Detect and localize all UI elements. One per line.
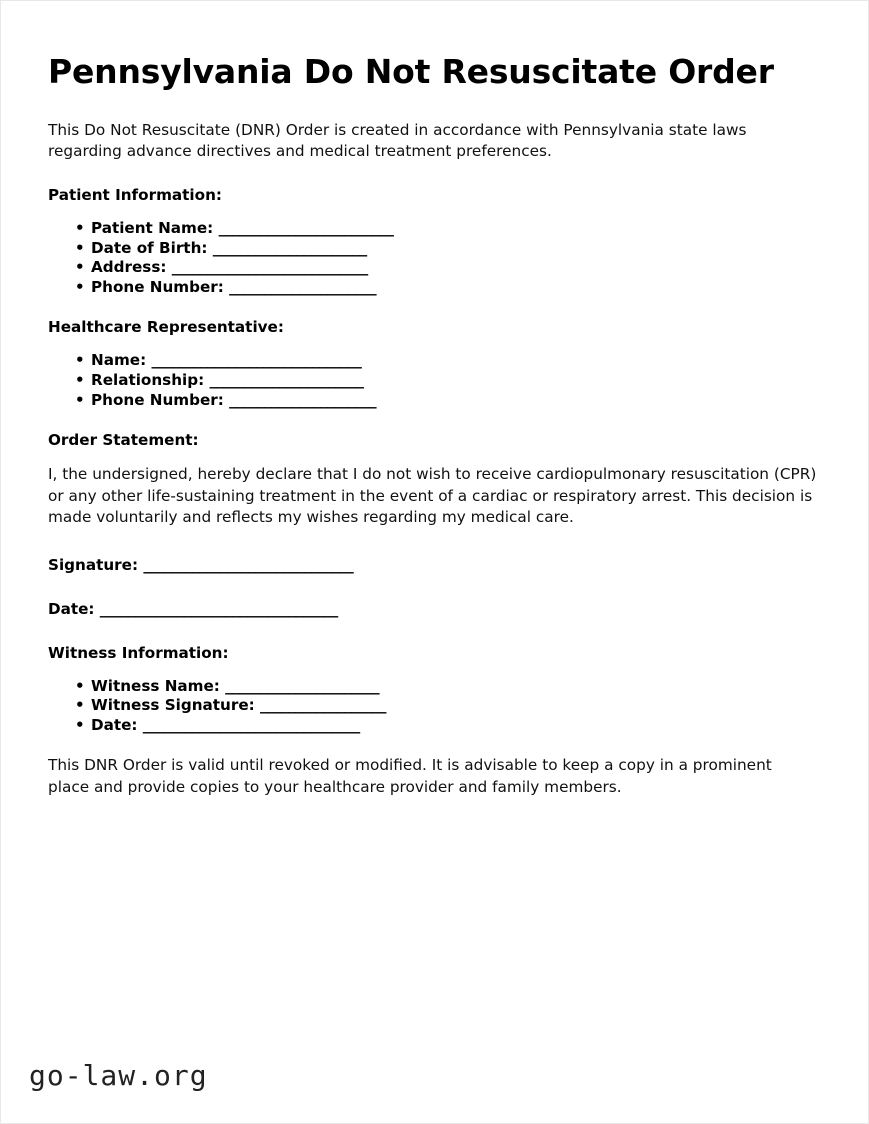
page-title: Pennsylvania Do Not Resuscitate Order	[48, 52, 774, 91]
field-label: Witness Signature:	[91, 696, 255, 715]
date-field	[48, 599, 824, 619]
patient-information-heading: Patient Information:	[48, 185, 222, 204]
list-item	[48, 716, 824, 736]
field-label: Patient Name:	[91, 218, 214, 237]
witness-information-fields	[48, 677, 824, 736]
bullet-icon: •	[75, 258, 85, 277]
bullet-icon: •	[75, 715, 85, 734]
field-label: Address:	[91, 258, 167, 277]
bullet-icon: •	[75, 238, 85, 257]
field-fill-line[interactable]: _____________________	[229, 390, 377, 409]
field-fill-line[interactable]: _________________________	[218, 218, 394, 237]
field-fill-line[interactable]: _______________________________	[142, 715, 360, 734]
field-fill-line[interactable]: ______________________________	[151, 351, 362, 370]
intro-paragraph: This Do Not Resuscitate (DNR) Order is created in accordance with Pennsylvania state laws regarding advance directives and medical treatment preferences.	[48, 120, 747, 161]
bullet-icon: •	[75, 370, 85, 389]
bullet-icon: •	[75, 218, 85, 237]
order-statement-heading: Order Statement:	[48, 431, 199, 450]
list-item	[48, 391, 824, 411]
signature-field	[48, 555, 824, 575]
field-fill-line[interactable]: ______________________	[225, 676, 380, 695]
closing-paragraph: This DNR Order is valid until revoked or modified. It is advisable to keep a copy in a prominent place and provide copies to your healthcare provider and family members.	[48, 756, 772, 796]
bullet-icon: •	[75, 390, 85, 409]
field-fill-line[interactable]: ______________________	[212, 238, 367, 257]
list-item	[48, 278, 824, 298]
list-item	[48, 696, 824, 716]
list-item	[48, 258, 824, 278]
field-fill-line[interactable]: ____________________________	[171, 258, 368, 277]
list-item	[48, 371, 824, 391]
bullet-icon: •	[75, 277, 85, 296]
field-label: Name:	[91, 351, 147, 370]
field-label: Date of Birth:	[91, 238, 208, 257]
list-item	[48, 351, 824, 371]
date-fill-line[interactable]: __________________________________	[99, 599, 338, 618]
bullet-icon: •	[75, 676, 85, 695]
list-item	[48, 239, 824, 259]
patient-information-fields	[48, 219, 824, 297]
signature-label: Signature:	[48, 555, 139, 574]
healthcare-representative-heading: Healthcare Representative:	[48, 318, 284, 337]
field-label: Witness Name:	[91, 676, 220, 695]
field-fill-line[interactable]: ______________________	[209, 370, 364, 389]
order-statement-paragraph: I, the undersigned, hereby declare that I do not wish to receive cardiopulmonary resuscitation (CPR) or any other life-sustaining treatment in the event of a cardiac or respiratory arrest. This decision is made voluntarily and reflects my wishes regarding my medical care.	[48, 465, 817, 527]
document-body	[48, 53, 824, 798]
field-label: Date:	[91, 715, 138, 734]
field-fill-line[interactable]: __________________	[260, 696, 386, 715]
bullet-icon: •	[75, 696, 85, 715]
date-label: Date:	[48, 599, 95, 618]
signature-fill-line[interactable]: ______________________________	[143, 555, 354, 574]
healthcare-representative-fields	[48, 351, 824, 410]
field-label: Phone Number:	[91, 277, 224, 296]
bullet-icon: •	[75, 351, 85, 370]
site-watermark: go-law.org	[29, 1059, 208, 1092]
list-item	[48, 219, 824, 239]
field-label: Phone Number:	[91, 390, 224, 409]
witness-information-heading: Witness Information:	[48, 643, 229, 662]
list-item	[48, 677, 824, 697]
field-label: Relationship:	[91, 370, 205, 389]
field-fill-line[interactable]: _____________________	[229, 277, 377, 296]
